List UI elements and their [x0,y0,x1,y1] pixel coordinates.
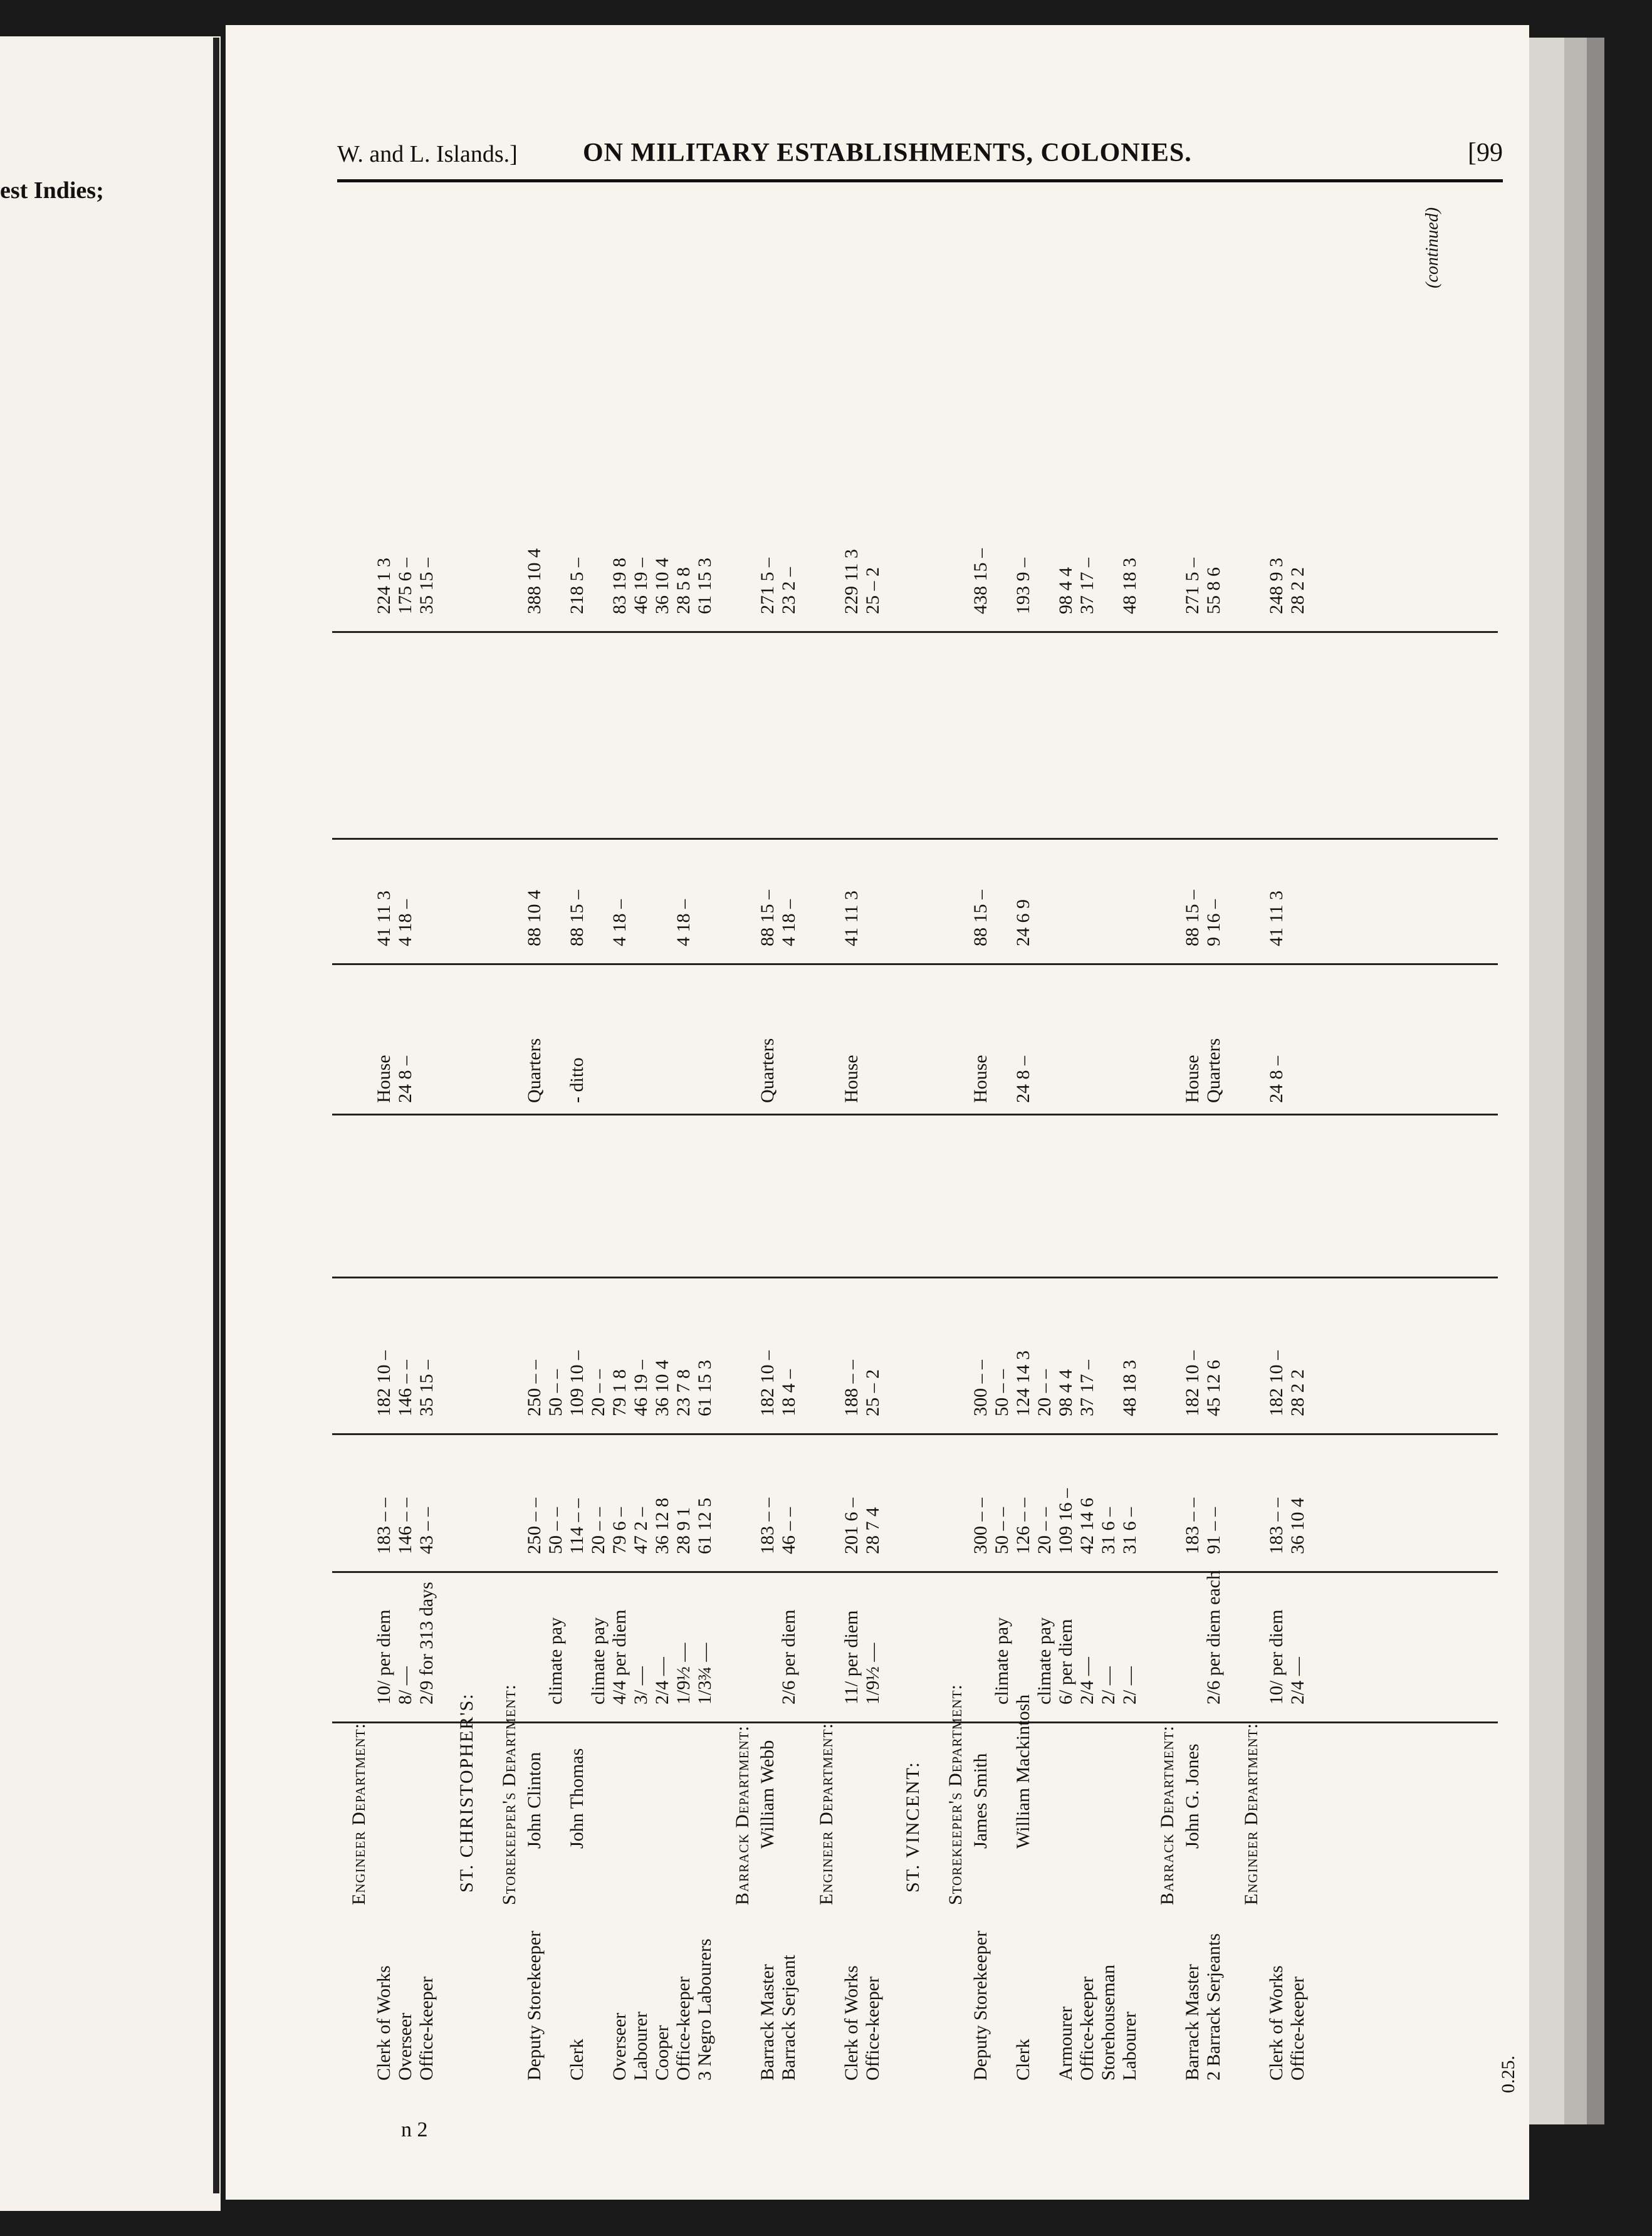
cell-name: Clerk [567,2039,587,2081]
cell-c5: 4 18 – [673,899,694,946]
table-row [545,451,567,2093]
column-rule [332,631,1498,633]
cell-c1: 91 – – [1203,1507,1224,1554]
cell-c1: 36 12 8 [652,1498,672,1554]
cell-c1: 109 16 – [1055,1488,1076,1554]
cell-name: Barrack Master [1182,1964,1203,2081]
cell-c7: 98 4 4 [1055,567,1076,614]
table-row [862,451,884,2093]
cell-c7: 55 8 6 [1203,567,1224,614]
cell-name: Overseer [609,2012,630,2081]
table-row [524,451,545,2093]
cell-c7: 61 15 3 [694,558,715,614]
cell-c2: 124 14 3 [1013,1350,1033,1416]
left-running-head: est Indies; [0,177,104,204]
cell-c2: 79 1 8 [609,1369,630,1416]
table-row [778,451,800,2093]
table-row [1182,451,1203,2093]
cell-c2: 48 18 3 [1119,1360,1140,1416]
cell-c2: 250 – – [524,1360,545,1416]
cell-name: Cooper [652,2025,672,2081]
cell-desc: James Smith [970,1753,991,1849]
cell-c5: 88 15 – [567,890,587,946]
cell-c4: 24 8 – [395,1056,416,1103]
cell-c7: 23 2 – [778,567,799,614]
department-heading: Engineer Department: [348,1723,369,1905]
department-heading: Engineer Department: [1241,1723,1262,1905]
signature-mark: n 2 [401,2118,428,2141]
department-heading: Barrack Department: [1157,1725,1178,1905]
cell-c5: 41 11 3 [1266,891,1287,946]
cell-rate: 2/ — [1098,1666,1119,1705]
cell-c1: 114 – – [567,1498,587,1554]
cell-c2: 20 – – [1034,1369,1055,1416]
cell-c5: 4 18 – [395,899,416,946]
table-row [1119,451,1141,2093]
cell-c1: 31 6 – [1119,1507,1140,1554]
colony-heading: ST. VINCENT: [902,1761,923,1893]
cell-c1: 146 – – [395,1498,416,1554]
cell-name: 2 Barrack Serjeants [1203,1933,1224,2081]
colony-heading: ST. CHRISTOPHER'S: [456,1693,477,1893]
table-row [567,451,588,2093]
cell-rate: 10/ per diem [1266,1609,1287,1705]
cell-rate: 8/ — [395,1666,416,1705]
cell-desc: John Clinton [524,1752,545,1849]
cell-c5: 41 11 3 [374,891,394,946]
cell-c2: 182 10 – [757,1350,778,1416]
table-row [1266,451,1287,2093]
department-heading: Barrack Department: [732,1725,753,1905]
cell-c7: 218 5 – [567,558,587,614]
cell-c1: 36 10 4 [1287,1498,1308,1554]
page-number: [99 [1468,138,1503,167]
cell-c7: 48 18 3 [1119,558,1140,614]
table-row [1203,451,1225,2093]
cell-c4: Quarters [1203,1038,1224,1103]
header-left: W. and L. Islands.] [337,141,518,167]
page-edge [1564,38,1587,2124]
cell-name: Deputy Storekeeper [524,1930,545,2081]
cell-name: Barrack Serjeant [778,1955,799,2081]
cell-c4: - ditto [567,1057,587,1103]
cell-c2: 36 10 4 [652,1360,672,1416]
cell-c2: 188 – – [841,1360,862,1416]
cell-rate: 1/3¾ — [694,1643,715,1705]
column-rule [332,1433,1498,1435]
cell-name: Barrack Master [757,1964,778,2081]
cell-c4: House [1182,1055,1203,1103]
cell-c7: 83 19 8 [609,558,630,614]
cell-c1: 42 14 6 [1077,1498,1097,1554]
cell-rate: climate pay [545,1617,566,1705]
table-row [1287,451,1309,2093]
cell-rate: climate pay [991,1617,1012,1705]
table-row [652,451,673,2093]
cell-c2: 146 – – [395,1360,416,1416]
table-row [841,451,862,2093]
cell-c2: 18 4 – [778,1369,799,1416]
cell-c2: 28 2 2 [1287,1369,1308,1416]
cell-name: Office-keeper [673,1977,694,2081]
cell-c1: 47 2 – [630,1507,651,1554]
cell-c1: 201 6 – [841,1498,862,1554]
cell-rate: 2/4 — [1077,1657,1097,1705]
table-row [1034,451,1055,2093]
cell-c2: 37 17 – [1077,1360,1097,1416]
cell-c7: 248 9 3 [1266,558,1287,614]
cell-c1: 50 – – [545,1507,566,1554]
cell-rate: 2/6 per diem each [1203,1570,1224,1705]
cell-c5: 41 11 3 [841,891,862,946]
cell-c4: 24 8 – [1013,1056,1033,1103]
cell-c2: 45 12 6 [1203,1360,1224,1416]
table-row [588,451,609,2093]
cell-c4: Quarters [524,1038,545,1103]
cell-c7: 193 9 – [1013,558,1033,614]
cell-c1: 183 – – [374,1498,394,1554]
cell-c5: 88 15 – [1182,890,1203,946]
cell-c2: 50 – – [545,1369,566,1416]
cell-c7: 28 2 2 [1287,567,1308,614]
header-title: ON MILITARY ESTABLISHMENTS, COLONIES. [583,138,1192,167]
cell-c1: 28 7 4 [862,1507,883,1554]
cell-name: Office-keeper [416,1977,437,2081]
table-row [757,451,778,2093]
column-rule [332,838,1498,840]
cell-rate: 1/9½ — [673,1643,694,1705]
cell-c2: 182 10 – [1266,1350,1287,1416]
cell-c2: 20 – – [588,1369,609,1416]
cell-c7: 271 5 – [757,558,778,614]
cell-rate: 6/ per diem [1055,1619,1076,1705]
cell-c2: 25 – 2 [862,1369,883,1416]
cell-c7: 224 1 3 [374,558,394,614]
cell-c1: 61 12 5 [694,1498,715,1554]
cell-c5: 88 15 – [757,890,778,946]
cell-rate: climate pay [588,1617,609,1705]
cell-desc: John G. Jones [1182,1743,1203,1849]
cell-rate: 1/9½ — [862,1643,883,1705]
cell-name: Labourer [630,2012,651,2081]
cell-c1: 79 6 – [609,1507,630,1554]
cell-c2: 98 4 4 [1055,1369,1076,1416]
page-edge [1529,38,1564,2124]
table-row [1077,451,1098,2093]
cell-c4: Quarters [757,1038,778,1103]
table-row [970,451,991,2093]
folio-mark: 0.25. [1498,2056,1519,2093]
continued-label: (continued) [1423,207,1442,288]
cell-c1: 50 – – [991,1507,1012,1554]
cell-c1: 183 – – [1266,1498,1287,1554]
cell-c5: 88 15 – [970,890,991,946]
cell-c2: 35 15 – [416,1360,437,1416]
cell-c1: 300 – – [970,1498,991,1554]
header-rule [337,179,1503,182]
cell-c1: 43 – – [416,1507,437,1554]
cell-rate: 10/ per diem [374,1609,394,1705]
table-row [609,451,630,2093]
cell-desc: William Webb [757,1740,778,1849]
cell-name: Office-keeper [1077,1977,1097,2081]
cell-rate: 2/4 — [652,1657,672,1705]
cell-c1: 126 – – [1013,1498,1033,1554]
cell-rate: 2/6 per diem [778,1609,799,1705]
cell-rate: climate pay [1034,1617,1055,1705]
table-row [395,451,416,2093]
cell-rate: 2/4 — [1287,1657,1308,1705]
cell-c1: 183 – – [1182,1498,1203,1554]
table-row [416,451,437,2093]
cell-c7: 438 15 – [970,548,991,614]
table-row [991,451,1013,2093]
cell-c4: House [841,1055,862,1103]
cell-c5: 4 18 – [609,899,630,946]
cell-desc: William Mackintosh [1013,1694,1033,1849]
cell-name: Deputy Storekeeper [970,1930,991,2081]
table-row [694,451,716,2093]
table-row [1055,451,1077,2093]
cell-c4: House [374,1055,394,1103]
cell-c2: 182 10 – [374,1350,394,1416]
department-heading: Engineer Department: [816,1723,837,1905]
table-row [1013,451,1034,2093]
cell-name: 3 Negro Labourers [694,1938,715,2081]
cell-c7: 175 6 – [395,558,416,614]
cell-rate: 2/ — [1119,1666,1140,1705]
column-rule [332,963,1498,965]
department-heading: Storekeeper's Department: [499,1684,520,1905]
table-row [630,451,652,2093]
cell-c7: 35 15 – [416,558,437,614]
cell-c5: 4 18 – [778,899,799,946]
cell-c2: 300 – – [970,1360,991,1416]
cell-name: Labourer [1119,2012,1140,2081]
cell-c1: 20 – – [1034,1507,1055,1554]
column-rule [332,1571,1498,1573]
cell-c7: 37 17 – [1077,558,1097,614]
cell-c1: 250 – – [524,1498,545,1554]
cell-c7: 46 19 – [630,558,651,614]
cell-c2: 50 – – [991,1369,1012,1416]
cell-rate: 2/9 for 313 days [416,1582,437,1705]
page-edge [1587,38,1604,2124]
cell-c7: 28 5 8 [673,567,694,614]
cell-c7: 271 5 – [1182,558,1203,614]
cell-name: Clerk [1013,2039,1033,2081]
cell-c2: 109 10 – [567,1350,587,1416]
cell-c1: 46 – – [778,1507,799,1554]
cell-c1: 28 9 1 [673,1507,694,1554]
table-row [1098,451,1119,2093]
cell-rate: 11/ per diem [841,1610,862,1705]
running-header [337,132,1503,175]
main-page [226,25,1529,2200]
table-row [374,451,395,2093]
column-rule [332,1277,1498,1278]
gutter [213,38,219,2193]
cell-c1: 31 6 – [1098,1507,1119,1554]
cell-name: Office-keeper [1287,1977,1308,2081]
cell-name: Overseer [395,2012,416,2081]
cell-desc: John Thomas [567,1748,587,1849]
cell-c7: 388 10 4 [524,548,545,614]
cell-name: Clerk of Works [841,1965,862,2081]
cell-c5: 9 16 – [1203,899,1224,946]
cell-c5: 88 10 4 [524,890,545,946]
cell-name: Clerk of Works [374,1965,394,2081]
cell-c4: 24 8 – [1266,1056,1287,1103]
cell-c7: 36 10 4 [652,558,672,614]
left-facing-page [0,36,221,2211]
cell-c7: 229 11 3 [841,549,862,614]
cell-c2: 61 15 3 [694,1360,715,1416]
cell-name: Storehouseman [1098,1965,1119,2081]
cell-name: Armourer [1055,2006,1076,2081]
cell-c2: 182 10 – [1182,1350,1203,1416]
cell-rate: 3/ — [630,1666,651,1705]
cell-name: Office-keeper [862,1977,883,2081]
cell-c5: 24 6 9 [1013,899,1033,946]
column-rule [332,1114,1498,1115]
cell-c2: 23 7 8 [673,1369,694,1416]
cell-c1: 20 – – [588,1507,609,1554]
cell-name: Clerk of Works [1266,1965,1287,2081]
cell-c4: House [970,1055,991,1103]
cell-c1: 183 – – [757,1498,778,1554]
rotated-table [332,451,1519,2093]
department-heading: Storekeeper's Department: [945,1684,966,1905]
cell-c7: 25 – 2 [862,567,883,614]
cell-c2: 46 19 – [630,1360,651,1416]
table-row [673,451,694,2093]
cell-rate: 4/4 per diem [609,1609,630,1705]
